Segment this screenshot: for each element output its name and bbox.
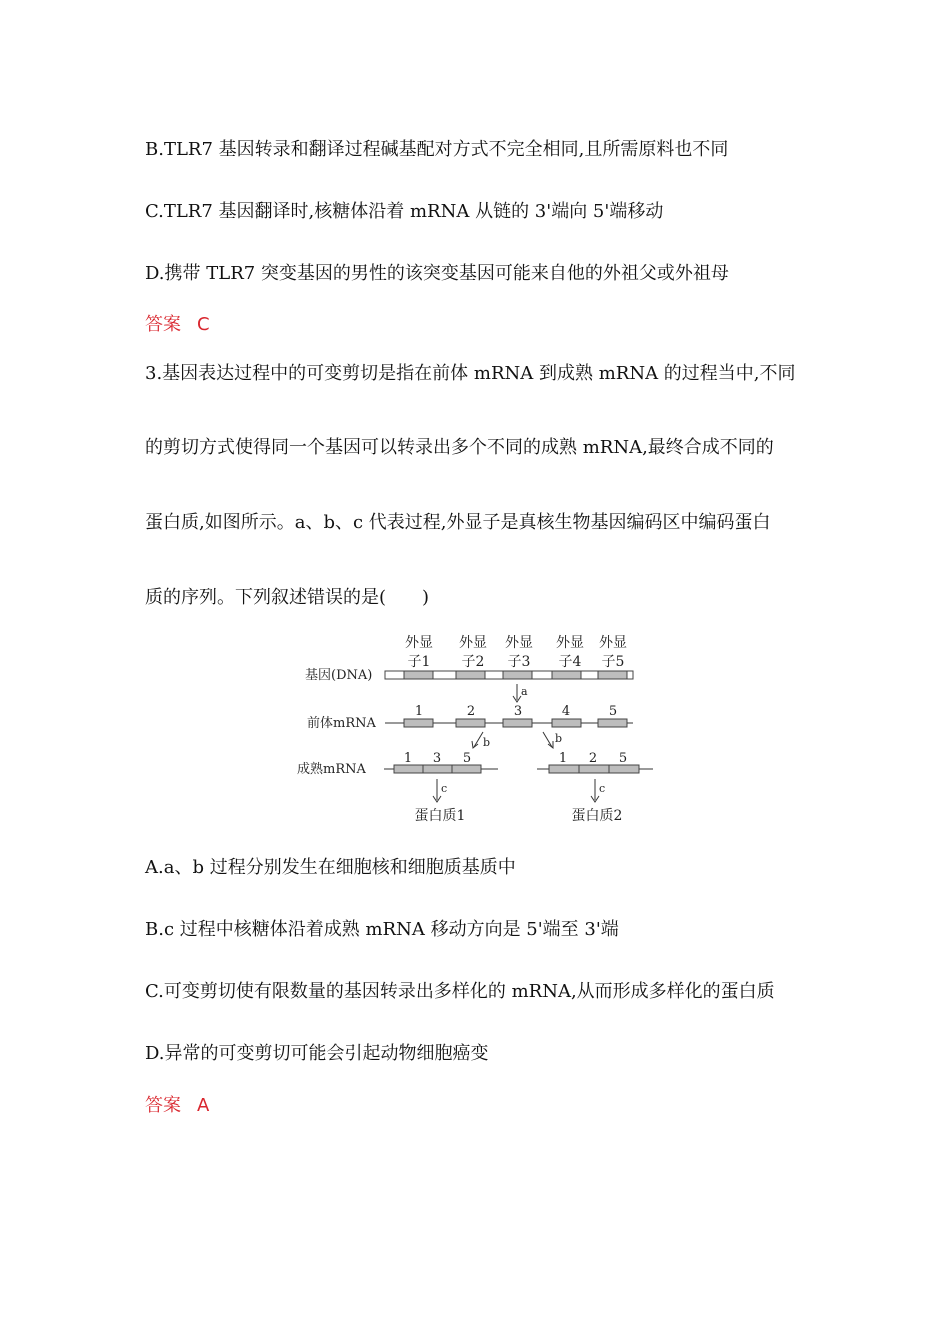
- q2-answer: [145, 313, 210, 337]
- mature1-num-1: 1: [403, 751, 413, 766]
- exon3-label-bottom: 子3: [507, 654, 531, 670]
- q3-stem-line-1: 3.基因表达过程中的可变剪切是指在前体 mRNA 到成熟 mRNA 的过程当中,不同: [145, 363, 796, 384]
- protein-2-label: 蛋白质2: [571, 808, 623, 824]
- answer-label: 答案: [145, 314, 181, 335]
- step-c-label-right: c: [599, 782, 606, 795]
- pre-exon-num-2: 2: [466, 704, 476, 719]
- exon3-label-top: 外显: [505, 635, 533, 651]
- pre-exon-num-3: 3: [513, 704, 523, 719]
- q3-stem-line-3: 蛋白质,如图所示。a、b、c 代表过程,外显子是真核生物基因编码区中编码蛋白: [145, 512, 771, 533]
- q2-option-c: C.TLR7 基因翻译时,核糖体沿着 mRNA 从链的 3'端向 5'端移动: [145, 201, 664, 222]
- step-a-label: a: [521, 685, 528, 698]
- step-c-label-left: c: [441, 782, 448, 795]
- mature2-num-1: 1: [558, 751, 568, 766]
- arrow-c-left: [433, 779, 441, 802]
- arrow-b-left: [472, 732, 483, 748]
- exon2-label-top: 外显: [459, 635, 487, 651]
- splicing-diagram: [290, 628, 670, 828]
- arrow-a: [513, 684, 521, 702]
- q3-stem-line-4: 质的序列。下列叙述错误的是( ): [145, 587, 430, 608]
- q2-option-b: B.TLR7 基因转录和翻译过程碱基配对方式不完全相同,且所需原料也不同: [145, 139, 729, 160]
- step-b-label-right: b: [555, 732, 563, 745]
- pre-exon-num-4: 4: [561, 704, 571, 719]
- q3-option-d: D.异常的可变剪切可能会引起动物细胞癌变: [145, 1043, 489, 1064]
- step-b-label-left: b: [483, 736, 491, 749]
- exon4-label-top: 外显: [556, 635, 584, 651]
- pre-exon-num-5: 5: [608, 704, 618, 719]
- q3-option-b: B.c 过程中核糖体沿着成熟 mRNA 移动方向是 5'端至 3'端: [145, 919, 619, 940]
- arrow-b-right: [543, 732, 553, 748]
- mature-mrna-1: [384, 765, 498, 773]
- mature1-num-5: 5: [462, 751, 472, 766]
- row-label-mature-mrna: 成熟mRNA: [297, 762, 366, 777]
- exon1-label-bottom: 子1: [407, 654, 431, 670]
- answer-letter: C: [197, 314, 210, 335]
- exon5-label-top: 外显: [599, 635, 627, 651]
- exon4-label-bottom: 子4: [558, 654, 582, 670]
- exon5-label-bottom: 子5: [601, 654, 625, 670]
- dna-strand: [385, 671, 633, 679]
- exon2-label-bottom: 子2: [461, 654, 485, 670]
- pre-mrna-strand: [385, 719, 633, 727]
- row-label-pre-mrna: 前体mRNA: [307, 716, 376, 731]
- mature1-num-3: 3: [432, 751, 442, 766]
- mature2-num-2: 2: [588, 751, 598, 766]
- pre-exon-num-1: 1: [414, 704, 424, 719]
- answer-letter: A: [197, 1095, 210, 1116]
- q2-option-d: D.携带 TLR7 突变基因的男性的该突变基因可能来自他的外祖父或外祖母: [145, 263, 729, 284]
- protein-1-label: 蛋白质1: [414, 808, 466, 824]
- answer-label: 答案: [145, 1095, 181, 1116]
- mature-mrna-2: [537, 765, 653, 773]
- arrow-c-right: [591, 779, 599, 802]
- exon1-label-top: 外显: [405, 635, 433, 651]
- mature2-num-5: 5: [618, 751, 628, 766]
- q3-option-a: A.a、b 过程分别发生在细胞核和细胞质基质中: [145, 857, 516, 878]
- q3-answer: [145, 1094, 209, 1118]
- q3-stem-line-2: 的剪切方式使得同一个基因可以转录出多个不同的成熟 mRNA,最终合成不同的: [145, 437, 774, 458]
- q3-option-c: C.可变剪切使有限数量的基因转录出多样化的 mRNA,从而形成多样化的蛋白质: [145, 981, 775, 1002]
- row-label-gene: 基因(DNA): [305, 668, 373, 683]
